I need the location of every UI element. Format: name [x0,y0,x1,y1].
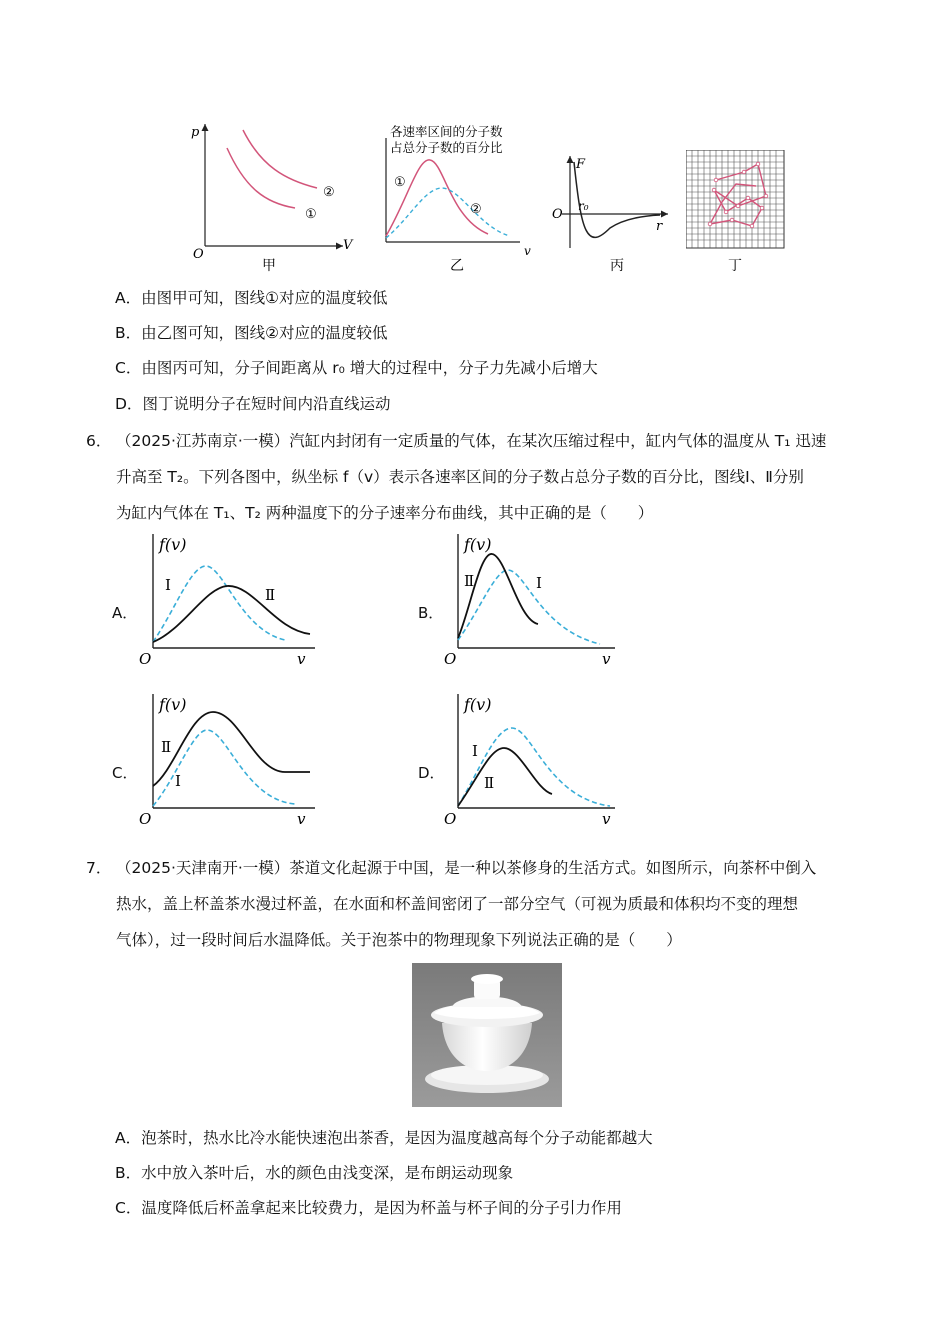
q6-number: 6． [86,432,112,450]
q7-number: 7． [86,859,112,877]
bing-caption: 丙 [610,258,624,274]
q6a-origin: O [139,650,152,668]
bing-axis-f: F [576,157,586,172]
q7-line-3: 气体），过一段时间后水温降低。关于泡茶中的物理现象下列说法正确的是（ ） [116,931,682,949]
q6-graph-a-label[interactable]: A． [112,604,138,622]
q5-option-b[interactable]: B．由乙图可知，图线②对应的温度较低 [115,324,388,342]
q6b-curve-i: Ⅰ [536,574,542,592]
q6-graph-c[interactable] [135,690,320,830]
q6c-xlabel: v [297,810,306,828]
q7-option-b[interactable]: B．水中放入茶叶后，水的颜色由浅变深，是布朗运动现象 [115,1164,514,1182]
q6b-origin: O [444,650,457,668]
figure-jia [185,118,365,278]
yi-curve2-label: ② [470,202,482,217]
q6-line-1: 6． （2025·江苏南京·一模）汽缸内封闭有一定质量的气体，在某次压缩过程中，缸内气体的温度从 T₁ 迅速 [86,423,876,459]
q6a-curve-ii: Ⅱ [265,586,276,604]
yi-curve1-label: ① [394,175,406,190]
q6c-curve-ii: Ⅱ [161,738,172,756]
q6c-origin: O [139,810,152,828]
q7-option-c[interactable]: C．温度降低后杯盖拿起来比较费力，是因为杯盖与杯子间的分子引力作用 [115,1199,622,1217]
q6b-xlabel: v [602,650,611,668]
ding-caption: 丁 [728,258,742,274]
yi-ylabel-2: 占总分子数的百分比 [390,140,503,155]
q6d-xlabel: v [602,810,611,828]
jia-curve1-label: ① [305,207,317,222]
jia-axis-p: p [191,125,200,140]
q6-graph-a[interactable] [135,530,320,670]
bing-r0: r₀ [578,199,589,213]
q6b-ylabel: f(v) [464,535,492,554]
q7-line-1: 7． （2025·天津南开·一模）茶道文化起源于中国，是一种以茶修身的生活方式。如图所示，向茶杯中倒入 [86,850,876,886]
q6-graph-c-label[interactable]: C． [112,764,138,782]
q6c-curve-i: Ⅰ [175,772,181,790]
tea-cup-photo [412,963,562,1107]
q5-option-a[interactable]: A．由图甲可知，图线①对应的温度较低 [115,289,388,307]
yi-axis-v: v [524,244,531,258]
q6a-xlabel: v [297,650,306,668]
q6a-ylabel: f(v) [159,535,187,554]
q6-line-2: 升高至 T₂。下列各图中，纵坐标 f（v）表示各速率区间的分子数占总分子数的百分比，图线Ⅰ、Ⅱ分别 [116,468,804,486]
q6d-origin: O [444,810,457,828]
figure-ding [686,150,786,278]
q6d-curve-i: Ⅰ [472,742,478,760]
q6-graph-d-label[interactable]: D． [418,764,445,782]
q5-option-d[interactable]: D．图丁说明分子在短时间内沿直线运动 [115,395,391,413]
q6-graph-b[interactable] [440,530,625,670]
bing-axis-r: r [656,219,663,234]
yi-ylabel-1: 各速率区间的分子数 [390,124,503,139]
q6-graph-b-label[interactable]: B． [418,604,444,622]
figure-bing [548,150,678,278]
bing-origin: O [552,207,563,222]
q7-line-2: 热水，盖上杯盖茶水漫过杯盖，在水面和杯盖间密闭了一部分空气（可视为质最和体积均不变的理想 [116,895,799,913]
figure-yi [380,118,540,278]
q6a-curve-i: Ⅰ [165,576,171,594]
jia-caption: 甲 [262,258,276,274]
q7-stem [86,850,876,958]
q6b-curve-ii: Ⅱ [464,572,475,590]
jia-origin: O [193,247,204,262]
yi-caption: 乙 [450,258,464,274]
jia-axis-v: V [343,238,353,253]
q6c-ylabel: f(v) [159,695,187,714]
q6d-ylabel: f(v) [464,695,492,714]
q6-line-3: 为缸内气体在 T₁、T₂ 两种温度下的分子速率分布曲线，其中正确的是（ ） [116,504,654,522]
q5-option-c[interactable]: C．由图丙可知，分子间距离从 r₀ 增大的过程中，分子力先减小后增大 [115,359,598,377]
q7-option-a[interactable]: A．泡茶时，热水比冷水能快速泡出茶香，是因为温度越高每个分子动能都越大 [115,1129,653,1147]
q6d-curve-ii: Ⅱ [484,774,495,792]
q6-graph-d[interactable] [440,690,625,830]
q6-stem [86,423,876,531]
jia-curve2-label: ② [323,185,335,200]
